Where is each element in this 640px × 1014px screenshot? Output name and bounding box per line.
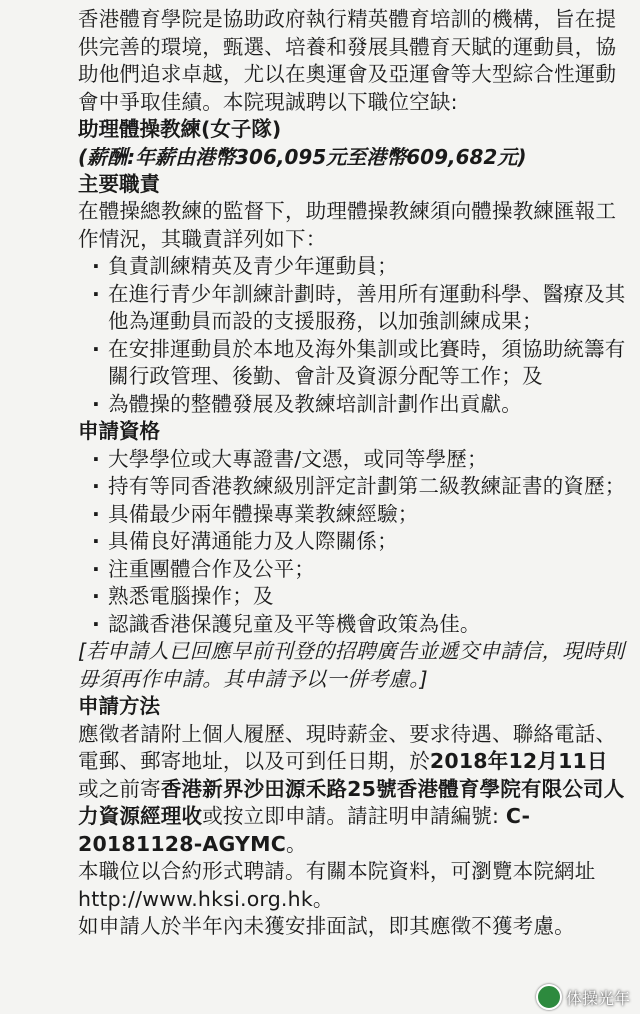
- website-paragraph: 本職位以合約形式聘請。有關本院資料，可瀏覽本院網址 http://www.hksi.org.hk。: [78, 859, 596, 911]
- apply-text-1: 應徵者請附上個人履歷、現時薪金、要求待遇、聯絡電話、電郵、郵寄地址，以及可到任日期，於: [78, 721, 617, 773]
- list-item: · 認識香港保護兒童及平等機會政策為佳。: [78, 611, 626, 639]
- apply-heading: 申請方法: [78, 694, 160, 718]
- apply-text-3: 或按立即申請。請註明申請編號:: [202, 804, 506, 828]
- apply-paragraph: [78, 721, 626, 859]
- intro-paragraph: 香港體育學院是協助政府執行精英體育培訓的機構，旨在提供完善的環境，甄選、培養和發展具體育天賦的運動員，協助他們追求卓越，尤以在奧運會及亞運會等大型綜合性運動會中爭取佳績。本院現誠聘以下職位空缺:: [78, 7, 617, 114]
- list-item: · 在進行青少年訓練計劃時，善用所有運動科學、醫療及其他為運動員而設的支援服務，以加強訓練成果；: [78, 281, 626, 336]
- duties-intro: 在體操總教練的監督下，助理體操教練須向體操教練匯報工作情況，其職責詳列如下：: [78, 199, 617, 251]
- list-item: · 熟悉電腦操作；及: [78, 583, 626, 611]
- duties-list: [78, 253, 626, 418]
- watermark: [536, 984, 630, 1010]
- list-item: · 負責訓練精英及青少年運動員；: [78, 253, 626, 281]
- list-item: · 為體操的整體發展及教練培訓計劃作出貢獻。: [78, 391, 626, 419]
- wechat-icon: [536, 984, 562, 1010]
- requirements-list: [78, 446, 626, 639]
- list-item: · 大學學位或大專證書/文憑，或同等學歷；: [78, 446, 626, 474]
- duties-heading: 主要職責: [78, 171, 160, 196]
- apply-text-2: 或之前寄: [78, 776, 161, 801]
- job-posting-content: [78, 6, 626, 941]
- job-title: 助理體操教練(女子隊): [78, 117, 282, 141]
- list-item: · 注重團體合作及公平；: [78, 556, 626, 584]
- list-item: · 具備最少兩年體操專業教練經驗；: [78, 501, 626, 529]
- list-item: · 在安排運動員於本地及海外集訓或比賽時，須協助統籌有關行政管理、後勤、會計及資源分配等工作；及: [78, 336, 626, 391]
- apply-ref-no: C-20181128-AGYMC: [78, 804, 531, 856]
- requirements-heading: 申請資格: [78, 419, 160, 443]
- list-item: · 具備良好溝通能力及人際關係；: [78, 528, 626, 556]
- list-item: · 持有等同香港教練級別評定計劃第二級教練証書的資歷；: [78, 473, 626, 501]
- apply-text-4: 。: [285, 831, 307, 856]
- watermark-text: 体操光年: [565, 988, 630, 1008]
- apply-deadline: 2018年12月11日: [429, 749, 608, 773]
- no-interview-paragraph: 如申請人於半年內未獲安排面試，即其應徵不獲考慮。: [78, 914, 575, 938]
- salary-line: (薪酬:年薪由港幣306,095元至港幣609,682元): [78, 144, 527, 169]
- reapply-note: [若申請人已回應早前刊登的招聘廣告並遞交申請信，現時則毋須再作申請。其申請予以一併考慮。]: [78, 639, 625, 691]
- apply-address: 香港新界沙田源禾路25號香港體育學院有限公司人力資源經理收: [78, 776, 625, 828]
